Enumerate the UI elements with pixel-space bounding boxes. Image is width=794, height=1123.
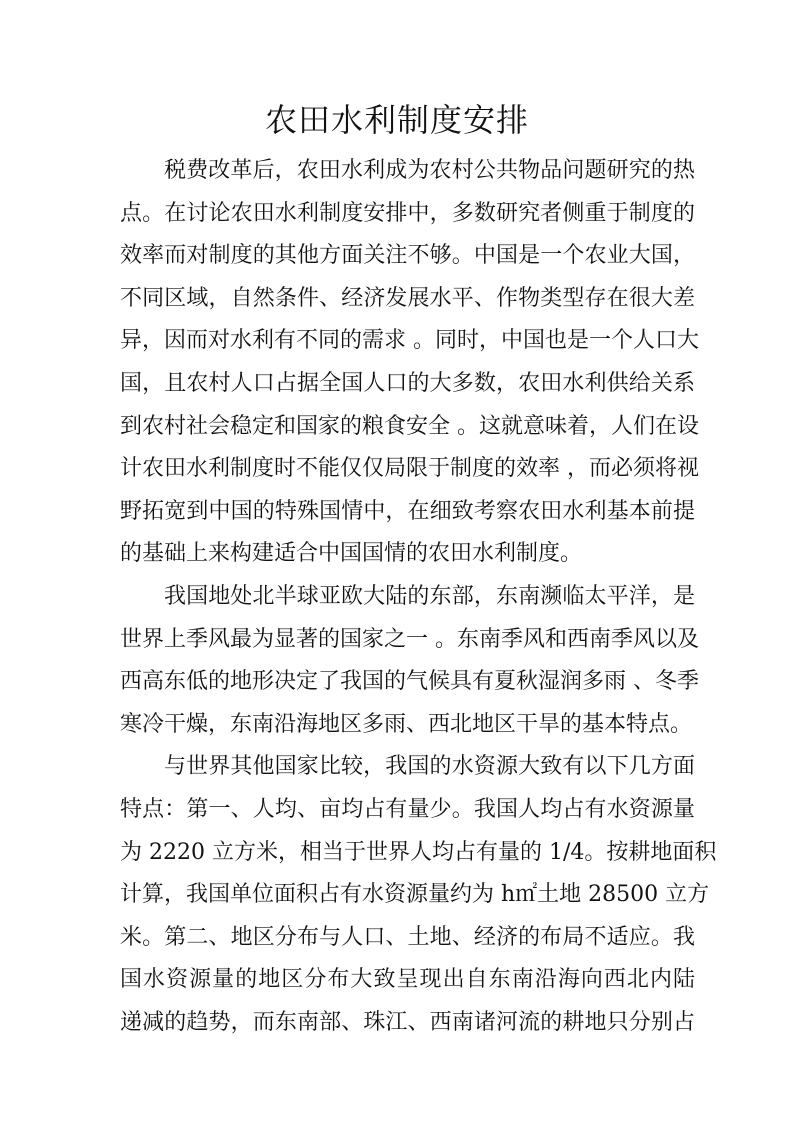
text-line: 的基础上来构建适合中国国情的农田水利制度。 [120,541,583,567]
text-line: 计农田水利制度时不能仅仅局限于制度的效率 ，而必须将视 [120,456,699,482]
text-line: 异，因而对水利有不同的需求 。同时，中国也是一个人口大 [120,328,699,354]
text-line: 点。在讨论农田水利制度安排中，多数研究者侧重于制度的 [120,200,695,226]
text-line: 寒冷干燥，东南沿海地区多雨、西北地区干旱的基本特点。 [120,711,693,737]
document-body [120,150,717,1044]
text-line: 与世界其他国家比较，我国的水资源大致有以下几方面 [164,754,695,780]
text-line: 为 2220 立方米，相当于世界人均占有量的 1/4。按耕地面积 [120,839,717,865]
text-line: 我国地处北半球亚欧大陆的东部，东南濒临太平洋，是 [164,583,695,609]
text-line: 特点：第一、人均、亩均占有量少。我国人均占有水资源量 [120,796,695,822]
text-line: 世界上季风最为显著的国家之一 。东南季风和西南季风以及 [120,626,699,652]
text-line: 国水资源量的地区分布大致呈现出自东南沿海向西北内陆 [120,967,695,993]
text-line: 计算，我国单位面积占有水资源量约为 h㎡土地 28500 立方 [120,882,710,908]
text-line: 野拓宽到中国的特殊国情中，在细致考察农田水利基本前提 [120,498,695,524]
text-line: 到农村社会稳定和国家的粮食安全 。这就意味着，人们在设 [120,413,699,439]
text-line: 米。第二、地区分布与人口、土地、经济的布局不适应。我 [120,924,695,950]
text-line: 不同区域，自然条件、经济发展水平、作物类型存在很大差 [120,285,695,311]
text-line: 国，且农村人口占据全国人口的大多数，农田水利供给关系 [120,370,695,396]
text-line: 税费改革后，农田水利成为农村公共物品问题研究的热 [164,158,695,183]
text-line: 西高东低的地形决定了我国的气候具有夏秋湿润多雨 、冬季 [120,669,699,695]
document-title: 农田水利制度安排 [264,101,529,139]
text-line: 效率而对制度的其他方面关注不够。中国是一个农业大国， [120,243,695,269]
text-line: 递减的趋势，而东南部、珠江、西南诸河流的耕地只分别占 [120,1009,695,1035]
